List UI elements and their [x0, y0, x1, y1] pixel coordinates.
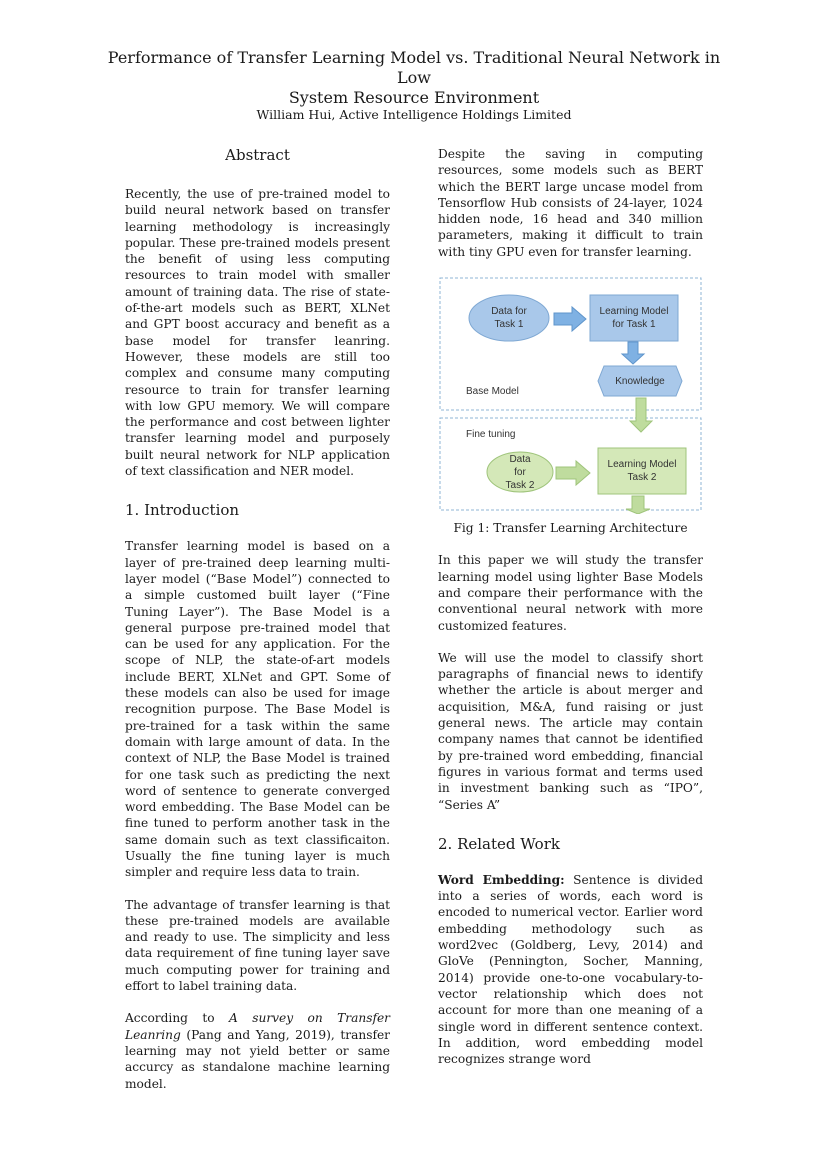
arrow-output	[626, 496, 650, 514]
data-task1-label-line2: Task 1	[494, 319, 524, 331]
word-embedding-lead: Word Embedding:	[438, 872, 565, 887]
related-work-heading: 2. Related Work	[438, 834, 560, 853]
learning-model-task2-label	[598, 458, 686, 484]
introduction-heading: 1. Introduction	[125, 501, 240, 520]
abstract-heading: Abstract	[225, 146, 290, 164]
data-task2-label-line2: for	[514, 467, 526, 479]
learning-model-task2-label-line2: Task 2	[627, 472, 657, 484]
paper-title	[100, 48, 728, 108]
introduction-paragraph-1: Transfer learning model is based on a layer of pre-trained deep learning multi-layer model (“Base Model”) connected to a simple customed built layer (“Fine Tuning Layer”). The Base Model is a general purpose pre-trained model that can be used for any application. For the scope of NLP, the state-of-art models include BERT, XLNet and GPT. Some of these models can also be used for image recognition purpose. The Base Model is pre-trained for a task within the same domain with large amount of data. In the context of NLP, the Base Model is trained for one task such as predicting the next word of sentence to generate converged word embedding. The Base Model can be fine tuned to perform another task in the same domain such as text classificaiton. Usually the fine tuning layer is much simpler and require less data to train.	[125, 539, 390, 880]
figure-caption: Fig 1: Transfer Learning Architecture	[453, 521, 688, 536]
word-embedding-text: Sentence is divided into a series of words, each word is encoded to numerical vector. Earlier word embedding methodology such as word2vec (Goldberg, Levy, 2014) and GloVe (Pennington, Socher, Manning, 2014) provide one-to-one vocabulary-to-vector relationship which does not account for more than one meaning of a single word in different sentence context. In addition, word embedding model recognizes strange word	[438, 872, 704, 1067]
data-task2-label-line3: Task 2	[505, 480, 535, 492]
arrow-knowledge-to-model2	[630, 398, 652, 432]
survey-title-citation: A survey on Transfer Leanring	[125, 1011, 390, 1042]
paper-author: William Hui, Active Intelligence Holdings Limited	[256, 107, 572, 122]
paper-title-line1: Performance of Transfer Learning Model vs. Traditional Neural Network in Low	[107, 48, 721, 87]
arrow-data2-to-model2	[556, 461, 590, 485]
classify-paragraph: We will use the model to classify short paragraphs of financial news to identify whether the article is about merger and acquisition, M&A, fund raising or just general news. The article may contain company names that cannot be identified by pre-trained word embedding, financial figures in various format and terms used in investment banking such as “IPO”, “Series A”	[438, 650, 703, 812]
learning-model-task1-label-line2: for Task 1	[612, 319, 656, 331]
data-task2-label	[496, 453, 544, 492]
introduction-paragraph-3	[125, 1010, 390, 1091]
arrow-model1-to-knowledge	[622, 342, 644, 364]
data-task1-label-line1: Data for	[491, 306, 527, 318]
knowledge-label: Knowledge	[615, 376, 665, 388]
transfer-learning-figure	[438, 276, 703, 514]
word-embedding-paragraph	[438, 872, 703, 1068]
right-intro-paragraph: Despite the saving in computing resources, some models such as BERT which the BERT large uncase model from Tensorflow Hub consists of 24-layer, 1024 hidden node, 16 head and 340 million parameters, making it difficult to train with tiny GPU even for transfer learning.	[438, 147, 703, 259]
abstract-text: Recently, the use of pre-trained model to build neural network based on transfer learning methodology is increasingly popular. These pre-trained models present the benefit of using less computing resources to train model with smaller amount of training data. The rise of state-of-the-art models such as BERT, XLNet and GPT boost accuracy and benefit as a base model for transfer leanring. However, these models are still too complex and consume many computing resource to train for transfer learning with low GPU memory. We will compare the performance and cost between lighter transfer learning model and purposely built neural network for NLP application of text classification and NER model.	[125, 187, 390, 479]
learning-model-task2-label-line1: Learning Model	[607, 459, 677, 471]
right-column	[438, 146, 703, 1067]
base-model-label: Base Model	[466, 386, 519, 398]
learning-model-task1-label-line1: Learning Model	[599, 306, 669, 318]
paper-title-line2: System Resource Environment	[288, 88, 540, 107]
study-paragraph: In this paper we will study the transfer learning model using lighter Base Models and compare their performance with the conventional neural network with more customized features.	[438, 553, 703, 633]
learning-model-task1-label	[590, 305, 678, 331]
fine-tuning-label: Fine tuning	[466, 429, 516, 441]
intro-p3-before: According to	[125, 1011, 230, 1026]
intro-p3-after: (Pang and Yang, 2019), transfer learning may not yield better or same accurcy as standalone machine learning model.	[125, 1027, 390, 1091]
data-task1-label	[479, 305, 539, 331]
introduction-paragraph-2: The advantage of transfer learning is that these pre-trained models are available and ready to use. The simplicity and less data requirement of fine tuning layer save much computing power for training and effort to label training data.	[125, 897, 390, 994]
arrow-data-to-model1	[554, 307, 586, 331]
left-column	[125, 146, 390, 1092]
data-task2-label-line1: Data	[509, 454, 531, 466]
